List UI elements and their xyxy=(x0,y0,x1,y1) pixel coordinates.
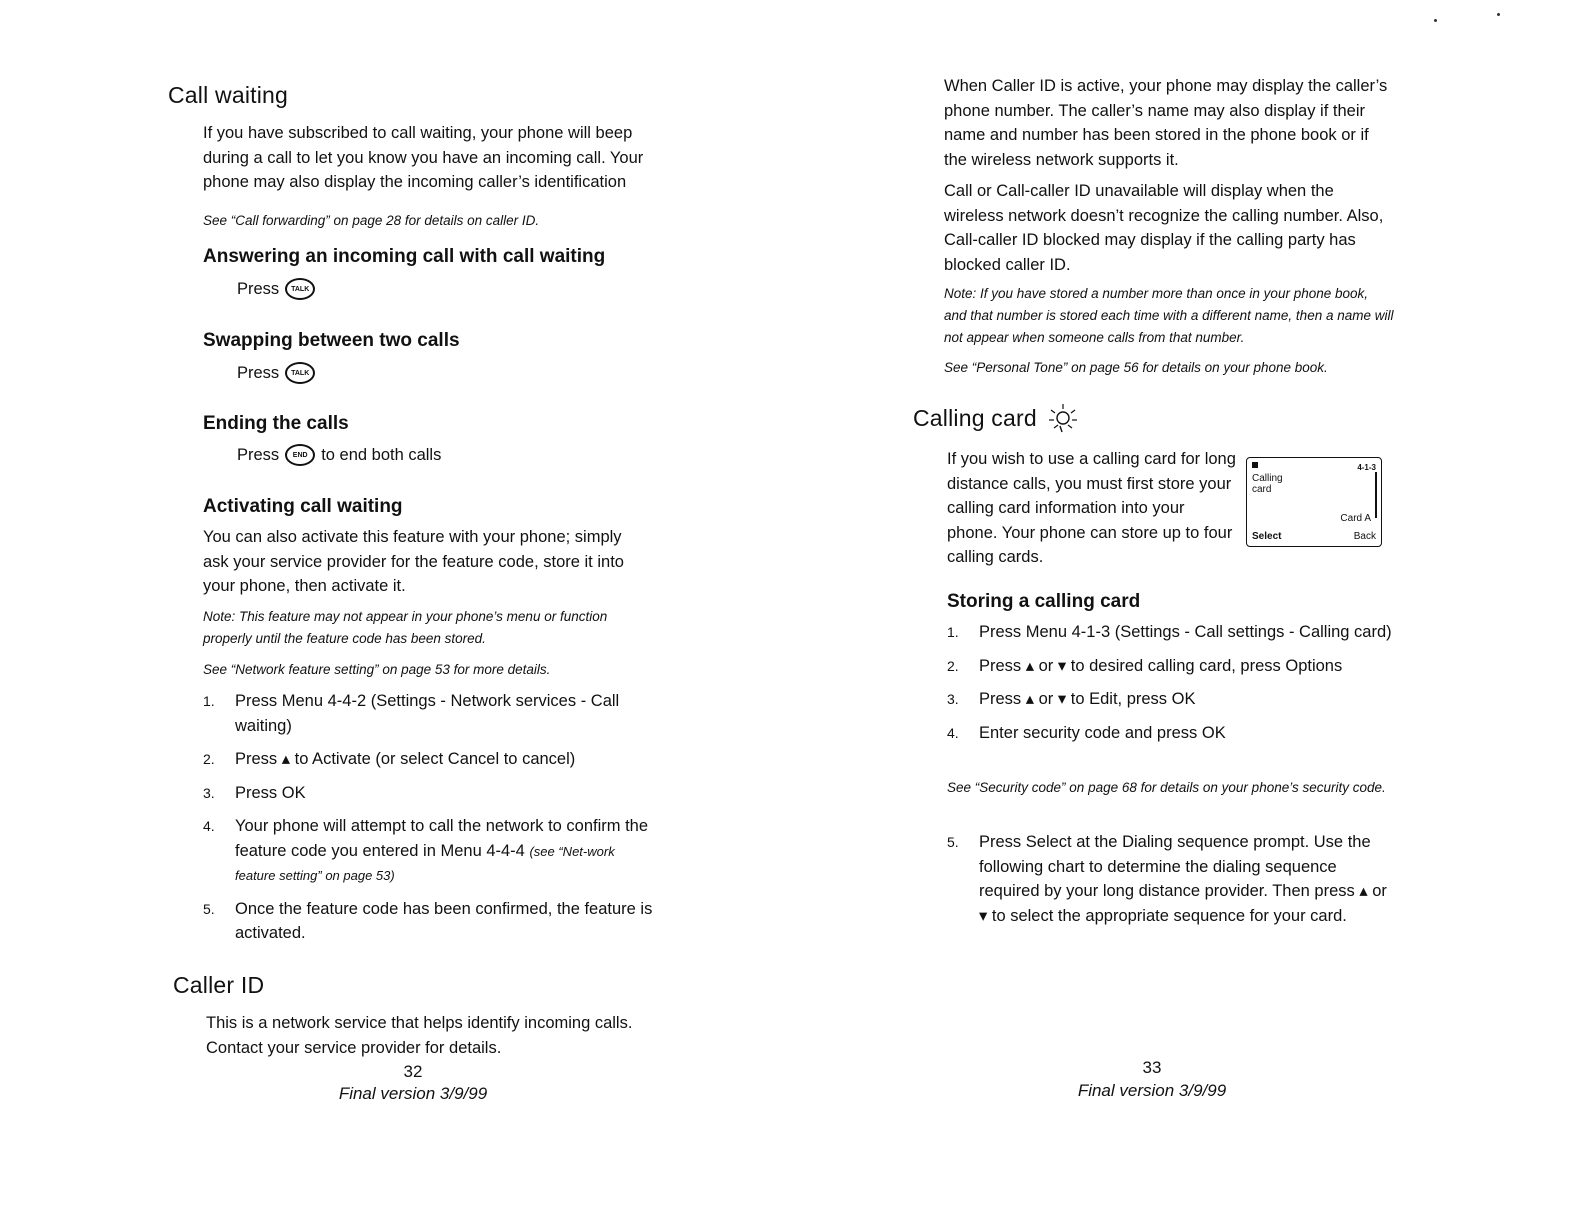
list-item: 5. Press Select at the Dialing sequence prompt. Use the following chart to determine the dialing sequence required by your long distance provider. Then press ▴ or ▾ to select the appropriate sequence for your card. xyxy=(947,833,1387,925)
lcd-right-softkey: Back xyxy=(1353,531,1376,542)
list-item: 3. Press ▴ or ▾ to Edit, press OK xyxy=(947,690,1196,708)
swapping-instruction xyxy=(237,362,315,384)
lcd-line2: card xyxy=(1252,484,1272,495)
scan-mark xyxy=(1434,19,1437,22)
list-item: 2. Press ▴ or ▾ to desired calling card, press Options xyxy=(947,656,1343,675)
storing-steps xyxy=(947,620,1392,745)
caller-id-text: This is a network service that helps identify incoming calls. Contact your service provider for details. xyxy=(206,1014,633,1057)
list-item: 1. Press Menu 4-1-3 (Settings - Call settings - Calling card) xyxy=(947,623,1392,641)
page-number-right: 33 xyxy=(1142,1058,1162,1077)
end-key-icon: END xyxy=(285,444,315,466)
press-label: Press xyxy=(237,363,280,382)
version-left: Final version 3/9/99 xyxy=(338,1084,488,1103)
talk-key-icon: TALK xyxy=(285,278,315,300)
caller-id-see: See “Personal Tone” on page 56 for details on your phone book. xyxy=(944,360,1328,375)
caller-id-note: Note: If you have stored a number more than once in your phone book, and that number is stored each time with a different name, then a name will not appear when someone calls from that number. xyxy=(944,286,1394,345)
calling-card-title: Calling card xyxy=(913,404,1037,431)
ending-suffix: to end both calls xyxy=(321,445,442,464)
call-waiting-see: See “Call forwarding” on page 28 for details on caller ID. xyxy=(203,213,540,228)
caller-id-title: Caller ID xyxy=(173,972,265,998)
storing-steps-continued xyxy=(947,830,1392,928)
signal-icon xyxy=(1252,462,1258,468)
calling-card-header xyxy=(913,400,1081,436)
lcd-scrollbar xyxy=(1375,472,1377,518)
lcd-left-softkey: Select xyxy=(1252,531,1282,542)
caller-id-para1: When Caller ID is active, your phone may display the caller’s phone number. The caller’s name may also display if their name and number has been stored in the phone book or if the wireless network supports it. xyxy=(944,77,1388,169)
call-waiting-title: Call waiting xyxy=(168,82,289,108)
caller-id-para2: Call or Call-caller ID unavailable will display when the wireless network doesn’t recognize the calling number. Also, Call-caller ID blocked may display if the calling party has blocked caller ID. xyxy=(944,182,1384,274)
press-label: Press xyxy=(237,279,280,298)
talk-key-icon: TALK xyxy=(285,362,315,384)
activating-see: See “Network feature setting” on page 53 for more details. xyxy=(203,662,551,677)
call-waiting-text: If you have subscribed to call waiting, your phone will beep during a call to let you know you have an incoming call. Your phone may also display the incoming caller’s identification xyxy=(203,124,644,191)
step-reference: (see “Net-work feature setting” on page 53) xyxy=(235,843,615,883)
activating-text: You can also activate this feature with your phone; simply ask your service provider for the feature code, store it into your phone, then activate it. xyxy=(203,528,624,595)
list-item: 2. Press ▴ to Activate (or select Cancel to cancel) xyxy=(203,750,576,768)
page-number-left: 32 xyxy=(403,1062,423,1081)
ending-instruction xyxy=(237,444,441,466)
press-label: Press xyxy=(237,445,280,464)
list-item: 1. Press Menu 4-4-2 (Settings - Network services - Call waiting) xyxy=(203,692,620,735)
version-right: Final version 3/9/99 xyxy=(1077,1081,1227,1100)
activating-heading: Activating call waiting xyxy=(203,496,403,517)
list-item: 4. Your phone will attempt to call the network to confirm the feature code you entered in Menu 4-4-4 (see “Net-work feature setting” on page 53) xyxy=(203,817,649,883)
calling-card-text: If you wish to use a calling card for long distance calls, you must first store your calling card information into your phone. Your phone can store up to four calling cards. xyxy=(947,450,1236,566)
storing-heading: Storing a calling card xyxy=(947,591,1141,612)
answering-instruction xyxy=(237,278,315,300)
ending-heading: Ending the calls xyxy=(203,413,349,434)
activating-steps xyxy=(203,689,653,946)
security-see: See “Security code” on page 68 for details on your phone’s security code. xyxy=(947,780,1386,795)
swapping-heading: Swapping between two calls xyxy=(203,330,460,351)
lightbulb-icon xyxy=(1045,400,1081,436)
list-item: 4. Enter security code and press OK xyxy=(947,723,1226,742)
list-item: 5. Once the feature code has been confirmed, the feature is activated. xyxy=(203,899,653,942)
lcd-menu-code: 4-1-3 xyxy=(1357,463,1376,472)
phone-display xyxy=(1246,457,1382,547)
list-item: 3. Press OK xyxy=(203,783,306,802)
scan-mark xyxy=(1497,13,1500,16)
lcd-line1: Calling xyxy=(1252,473,1283,484)
activating-note: Note: This feature may not appear in your phone’s menu or function properly until the feature code has been stored. xyxy=(203,609,608,646)
answering-heading: Answering an incoming call with call waiting xyxy=(203,246,606,267)
lcd-item: Card A xyxy=(1340,513,1371,524)
